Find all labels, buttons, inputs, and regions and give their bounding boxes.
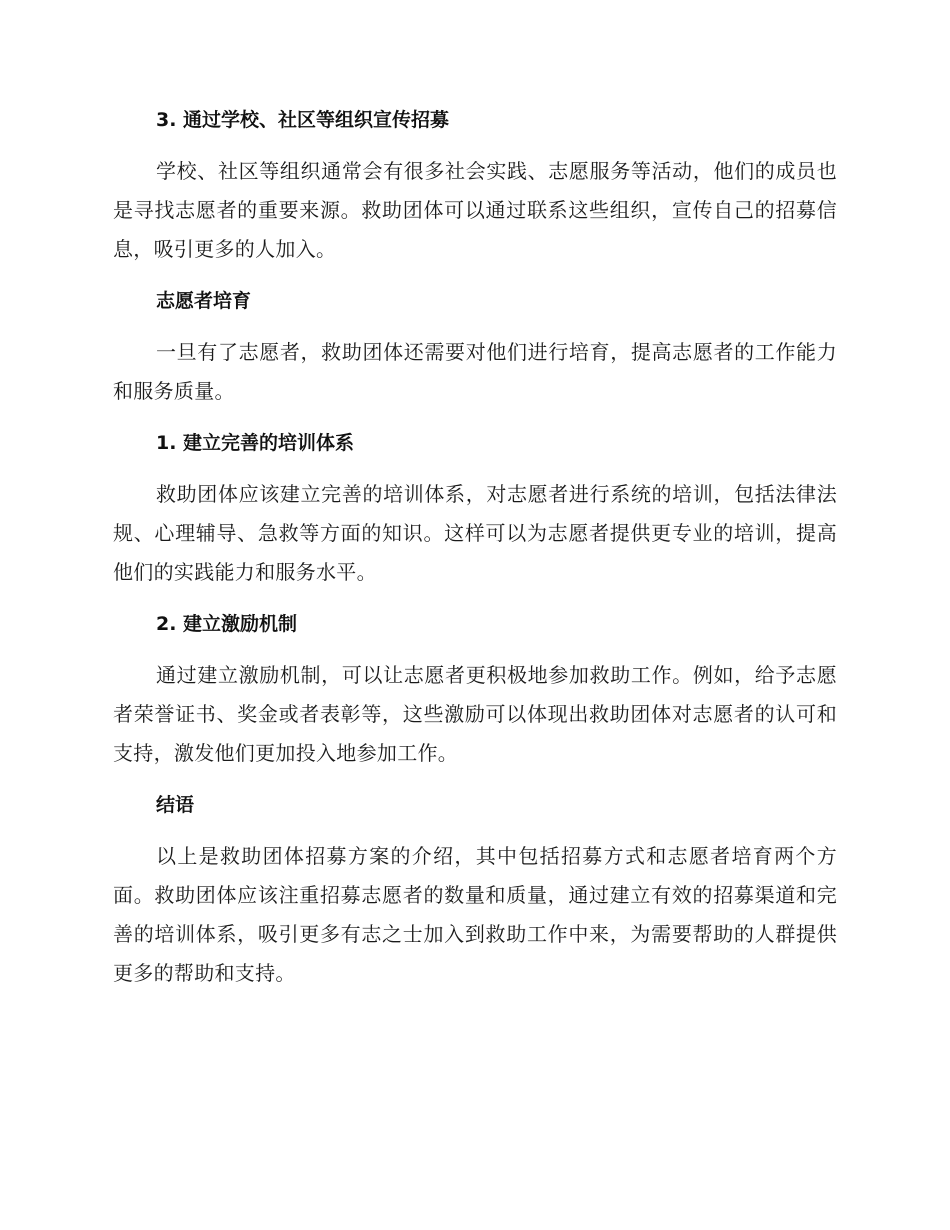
- section-heading-conclusion: 结语: [156, 794, 195, 816]
- section-heading-volunteer-training: 志愿者培育: [156, 290, 252, 312]
- section-paragraph-promotion: 学校、社区等组织通常会有很多社会实践、志愿服务等活动，他们的成员也是寻找志愿者的重要来源。救助团体可以通过联系这些组织，宣传自己的招募信息，吸引更多的人加入。: [113, 159, 837, 261]
- section-paragraph-training-system: 救助团体应该建立完善的培训体系，对志愿者进行系统的培训，包括法律法规、心理辅导、急救等方面的知识。这样可以为志愿者提供更专业的培训，提高他们的实践能力和服务水平。: [113, 482, 837, 584]
- section-heading-incentive: 2. 建立激励机制: [156, 613, 298, 635]
- document-page: [113, 105, 837, 1010]
- section-paragraph-volunteer-training: 一旦有了志愿者，救助团体还需要对他们进行培育，提高志愿者的工作能力和服务质量。: [113, 340, 837, 403]
- section-heading-training-system: 1. 建立完善的培训体系: [156, 432, 355, 454]
- section-heading-promotion: 3. 通过学校、社区等组织宣传招募: [156, 109, 450, 131]
- section-paragraph-incentive: 通过建立激励机制，可以让志愿者更积极地参加救助工作。例如，给予志愿者荣誉证书、奖金或者表彰等，这些激励可以体现出救助团体对志愿者的认可和支持，激发他们更加投入地参加工作。: [113, 663, 837, 765]
- section-paragraph-conclusion: 以上是救助团体招募方案的介绍，其中包括招募方式和志愿者培育两个方面。救助团体应该注重招募志愿者的数量和质量，通过建立有效的招募渠道和完善的培训体系，吸引更多有志之士加入到救助工作中来，为需要帮助的人群提供更多的帮助和支持。: [113, 844, 837, 985]
